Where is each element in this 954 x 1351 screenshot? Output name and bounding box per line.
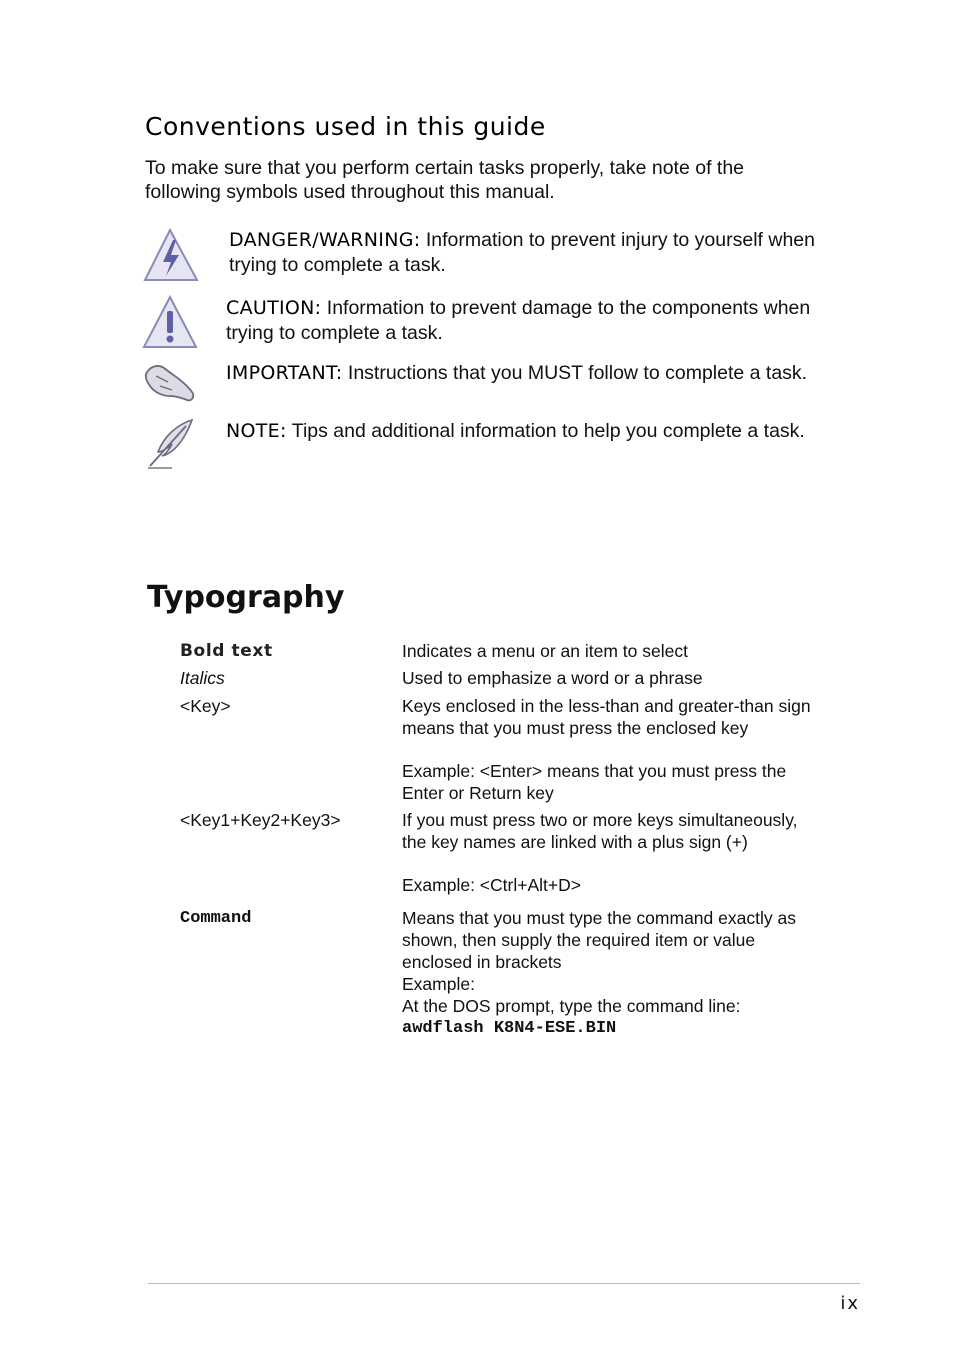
section-title-conventions: Conventions used in this guide — [145, 112, 546, 141]
desc-key-combo: If you must press two or more keys simultaneously, the key names are linked with a plus sign (+) — [402, 810, 798, 852]
term-key-combo: <Key1+Key2+Key3> — [180, 810, 341, 830]
important-text: Instructions that you MUST follow to complete a task. — [342, 362, 808, 384]
desc-bold-text: Indicates a menu or an item to select — [402, 641, 688, 661]
important-hand-icon — [142, 356, 198, 406]
desc-key: Keys enclosed in the less-than and greater-than sign means that you must press the enclosed key — [402, 696, 811, 738]
danger-warning-text: Information to prevent injury to yourself when trying to complete a task. — [229, 229, 815, 276]
term-key: <Key> — [180, 696, 231, 716]
term-command: Command — [180, 909, 252, 928]
intro-paragraph: To make sure that you perform certain tasks properly, take note of the following symbols used throughout this manual. — [145, 157, 745, 203]
desc-command: Means that you must type the command exactly as shown, then supply the required item or value enclosed in brackets — [402, 908, 796, 972]
desc-key-example: Example: <Enter> means that you must press the Enter or Return key — [402, 761, 787, 803]
note-keyword: NOTE: — [226, 420, 287, 442]
caution-keyword: CAUTION: — [226, 297, 322, 319]
command-example: awdflash K8N4-ESE.BIN — [402, 1019, 617, 1038]
danger-lightning-icon — [142, 226, 202, 286]
desc-key-combo-example: Example: <Ctrl+Alt+D> — [402, 875, 581, 895]
page-number: ix — [840, 1293, 860, 1314]
note-text: Tips and additional information to help you complete a task. — [286, 420, 805, 442]
caution-note — [226, 296, 816, 345]
important-note — [226, 361, 816, 386]
danger-warning-note — [229, 228, 819, 277]
desc-italics: Used to emphasize a word or a phrase — [402, 668, 703, 688]
caution-exclamation-icon — [140, 293, 200, 353]
desc-command-example-label: Example: — [402, 974, 475, 994]
section-title-typography: Typography — [147, 580, 345, 615]
footer-divider — [148, 1283, 860, 1284]
note-note — [226, 419, 816, 444]
desc-command-prompt: At the DOS prompt, type the command line: — [402, 996, 741, 1016]
term-italics: Italics — [180, 668, 225, 688]
note-feather-icon — [142, 416, 198, 472]
important-keyword: IMPORTANT: — [226, 362, 343, 384]
term-bold-text: Bold text — [180, 641, 273, 661]
danger-warning-keyword: DANGER/WARNING: — [229, 229, 421, 251]
caution-text: Information to prevent damage to the components when trying to complete a task. — [226, 297, 811, 344]
